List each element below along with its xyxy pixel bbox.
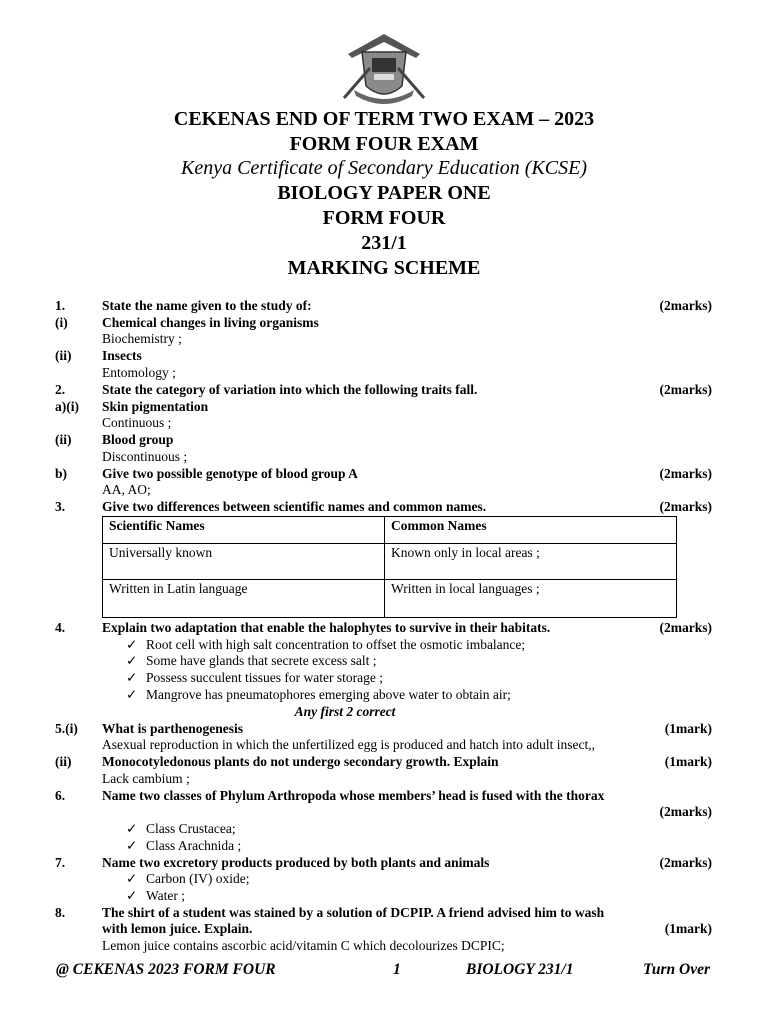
table-row — [103, 544, 677, 580]
note-text: Any first 2 correct — [294, 704, 396, 719]
question-number: a)(i) — [55, 399, 79, 414]
answer-text: Possess succulent tissues for water storage ; — [146, 670, 383, 685]
question-number: 4. — [55, 620, 66, 635]
question-text: Insects — [102, 348, 142, 363]
question-number: 6. — [55, 788, 66, 803]
table-cell: Written in local languages ; — [385, 580, 677, 618]
question-number: 1. — [55, 298, 66, 313]
check-icon: ✓ — [126, 871, 138, 886]
table-cell: Universally known — [103, 544, 385, 580]
marks-label: (1mark) — [664, 721, 712, 736]
question-number: 7. — [55, 855, 66, 870]
answer-text: Lemon juice contains ascorbic acid/vitamin C which decolourizes DCPIC; — [102, 938, 505, 953]
marks-label: (2marks) — [659, 499, 712, 514]
table-header-row — [103, 517, 677, 544]
exam-title: CEKENAS END OF TERM TWO EXAM – 2023 — [173, 108, 595, 130]
paper-code: 231/1 — [361, 232, 407, 254]
answer-text: Some have glands that secrete excess salt ; — [146, 653, 377, 668]
document-type: MARKING SCHEME — [287, 257, 481, 279]
answer-text: Root cell with high salt concentration to offset the osmotic imbalance; — [146, 637, 526, 652]
marks-label: (2marks) — [659, 466, 712, 481]
marks-label: (2marks) — [659, 855, 712, 870]
table-header-cell: Common Names — [385, 517, 677, 544]
answer-text: Carbon (IV) oxide; — [146, 871, 250, 886]
question-text: State the name given to the study of: — [102, 298, 312, 313]
exam-board: Kenya Certificate of Secondary Education (KCSE) — [180, 157, 588, 179]
marks-label: (2marks) — [659, 804, 712, 819]
question-text: Skin pigmentation — [102, 399, 209, 414]
question-text: The shirt of a student was stained by a solution of DCPIP. A friend advised him to wash — [102, 905, 605, 920]
answer-text: Lack cambium ; — [102, 771, 190, 786]
footer-left: @ CEKENAS 2023 FORM FOUR — [56, 961, 276, 978]
form-level: FORM FOUR — [322, 207, 446, 229]
question-text: Name two classes of Phylum Arthropoda whose members’ head is fused with the thorax — [102, 788, 605, 803]
answer-text: Water ; — [146, 888, 186, 903]
check-icon: ✓ — [126, 888, 138, 903]
question-number: (ii) — [55, 348, 72, 363]
question-number: (i) — [55, 315, 68, 330]
check-icon: ✓ — [126, 653, 138, 668]
answer-text: Biochemistry ; — [102, 331, 182, 346]
question-text: Explain two adaptation that enable the halophytes to survive in their habitats. — [102, 620, 551, 635]
question-text: Chemical changes in living organisms — [102, 315, 319, 330]
check-icon: ✓ — [126, 838, 138, 853]
exam-subtitle: FORM FOUR EXAM — [289, 133, 479, 155]
answer-text: Continuous ; — [102, 415, 172, 430]
marks-label: (2marks) — [659, 382, 712, 397]
question-number: 3. — [55, 499, 66, 514]
answer-text: Asexual reproduction in which the unfertilized egg is produced and hatch into adult insect,, — [102, 737, 595, 752]
question-text: What is parthenogenesis — [102, 721, 244, 736]
question-text: Give two differences between scientific names and common names. — [102, 499, 487, 514]
marks-label: (1mark) — [664, 754, 712, 769]
question-text: Name two excretory products produced by both plants and animals — [102, 855, 490, 870]
school-crest-logo — [340, 28, 428, 106]
answer-text: Class Crustacea; — [146, 821, 236, 836]
table-header-cell: Scientific Names — [103, 517, 385, 544]
page-number: 1 — [393, 961, 401, 978]
answer-text: Discontinuous ; — [102, 449, 188, 464]
question-number: 5.(i) — [55, 721, 78, 736]
question-number: b) — [55, 466, 68, 481]
check-icon: ✓ — [126, 821, 138, 836]
table-row — [103, 580, 677, 618]
question-number: (ii) — [55, 432, 72, 447]
marks-label: (1mark) — [664, 921, 712, 936]
question-text: State the category of variation into which the following traits fall. — [102, 382, 478, 397]
table-cell: Written in Latin language — [103, 580, 385, 618]
answer-text: AA, AO; — [102, 482, 151, 497]
marks-label: (2marks) — [659, 620, 712, 635]
answer-text: Mangrove has pneumatophores emerging above water to obtain air; — [146, 687, 511, 702]
check-icon: ✓ — [126, 637, 138, 652]
answer-text: Class Arachnida ; — [146, 838, 242, 853]
answer-text: Entomology ; — [102, 365, 176, 380]
question-text: Monocotyledonous plants do not undergo secondary growth. Explain — [102, 754, 499, 769]
check-icon: ✓ — [126, 687, 138, 702]
marks-label: (2marks) — [659, 298, 712, 313]
question-number: 2. — [55, 382, 66, 397]
question-text: Give two possible genotype of blood group A — [102, 466, 358, 481]
question-text: Blood group — [102, 432, 174, 447]
footer-subject: BIOLOGY 231/1 — [466, 961, 574, 978]
question-number: (ii) — [55, 754, 72, 769]
comparison-table — [102, 516, 677, 618]
footer-right: Turn Over — [642, 961, 710, 978]
check-icon: ✓ — [126, 670, 138, 685]
table-cell: Known only in local areas ; — [385, 544, 677, 580]
question-number: 8. — [55, 905, 66, 920]
question-text: with lemon juice. Explain. — [102, 921, 253, 936]
paper-name: BIOLOGY PAPER ONE — [277, 182, 491, 204]
